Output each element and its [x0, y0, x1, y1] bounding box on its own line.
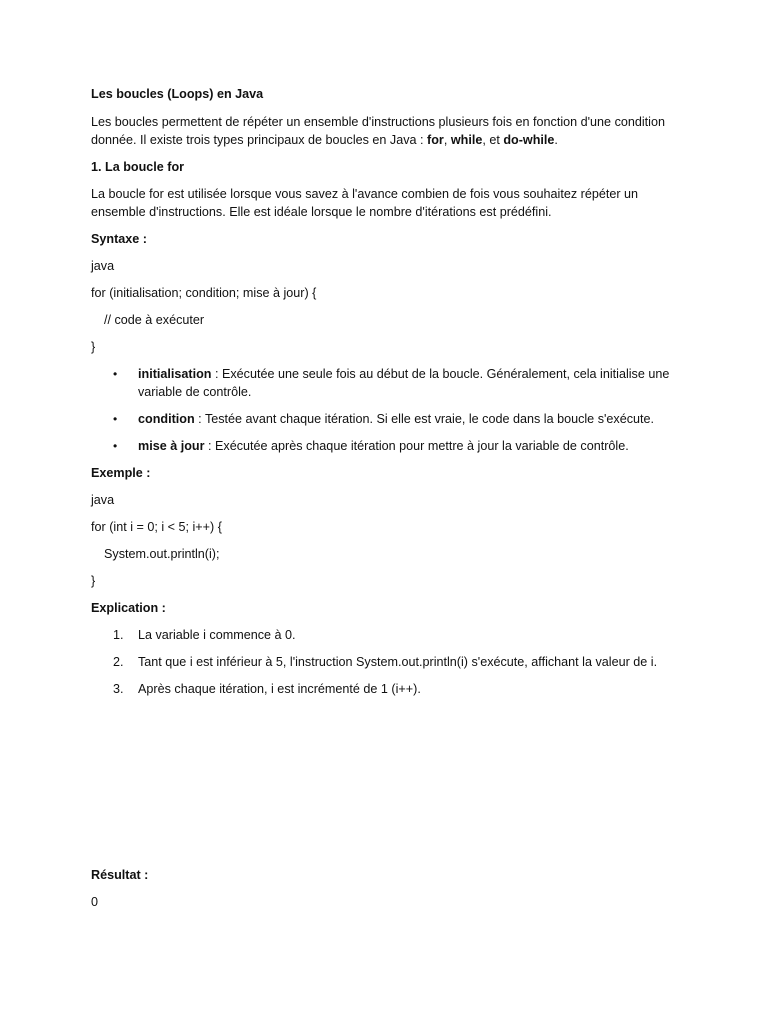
example-code-line-2: System.out.println(i);	[104, 547, 220, 561]
bullet-text: : Testée avant chaque itération. Si elle est vraie, le code dans la boucle s'exécute.	[194, 412, 654, 426]
step-number: 2.	[113, 655, 124, 669]
explanation-steps	[91, 626, 681, 698]
bullet-icon: •	[113, 367, 118, 381]
step-text: Après chaque itération, i est incrémenté de 1 (i++).	[138, 682, 421, 696]
step-text: Tant que i est inférieur à 5, l'instruction System.out.println(i) s'exécute, affichant la valeur de i.	[138, 655, 658, 669]
section-heading-for-loop: 1. La boucle for	[91, 160, 185, 174]
syntax-code-line-1: for (initialisation; condition; mise à jour) {	[91, 286, 317, 300]
explanation-label: Explication :	[91, 601, 166, 615]
example-label: Exemple :	[91, 466, 151, 480]
list-item	[91, 653, 681, 671]
step-text: La variable i commence à 0.	[138, 628, 296, 642]
list-item	[91, 365, 681, 401]
bullet-icon: •	[113, 412, 118, 426]
intro-text: Les boucles permettent de répéter un ensemble d'instructions plusieurs fois en fonction d'une condition donnée. Il existe trois types principaux de boucles en Java :	[91, 115, 665, 147]
list-item	[91, 437, 681, 455]
example-code-line-3: }	[91, 574, 96, 588]
syntax-code-line-2: // code à exécuter	[104, 313, 205, 327]
document-title: Les boucles (Loops) en Java	[91, 87, 264, 101]
example-code-line-1: for (int i = 0; i < 5; i++) {	[91, 520, 222, 534]
intro-sep-2: , et	[482, 133, 504, 147]
bullet-term: initialisation	[138, 367, 212, 381]
keyword-for: for	[427, 133, 444, 147]
bullet-text: : Exécutée une seule fois au début de la boucle. Généralement, cela initialise une variable de contrôle.	[138, 367, 670, 399]
step-number: 3.	[113, 682, 124, 696]
intro-sep-1: ,	[443, 133, 451, 147]
keyword-do-while: do-while	[503, 133, 555, 147]
bullet-term: condition	[138, 412, 195, 426]
syntax-parts-list	[91, 365, 681, 455]
result-label: Résultat :	[91, 868, 149, 882]
bullet-icon: •	[113, 439, 118, 453]
syntax-label: Syntaxe :	[91, 232, 147, 246]
syntax-code-line-3: }	[91, 340, 96, 354]
list-item	[91, 626, 681, 644]
document-body	[91, 85, 681, 707]
list-item	[91, 410, 681, 428]
bullet-text: : Exécutée après chaque itération pour mettre à jour la variable de contrôle.	[204, 439, 629, 453]
example-language: java	[91, 493, 115, 507]
for-loop-description: La boucle for est utilisée lorsque vous savez à l'avance combien de fois vous souhaitez répéter un ensemble d'instructions. Elle est idéale lorsque le nombre d'itérations est prédéfini.	[91, 187, 639, 219]
intro-end: .	[554, 133, 558, 147]
result-output-line: 0	[91, 895, 99, 909]
keyword-while: while	[450, 133, 483, 147]
list-item	[91, 680, 681, 698]
bullet-term: mise à jour	[138, 439, 205, 453]
result-section	[91, 866, 681, 920]
syntax-language: java	[91, 259, 115, 273]
intro-paragraph	[91, 113, 681, 149]
step-number: 1.	[113, 628, 124, 642]
